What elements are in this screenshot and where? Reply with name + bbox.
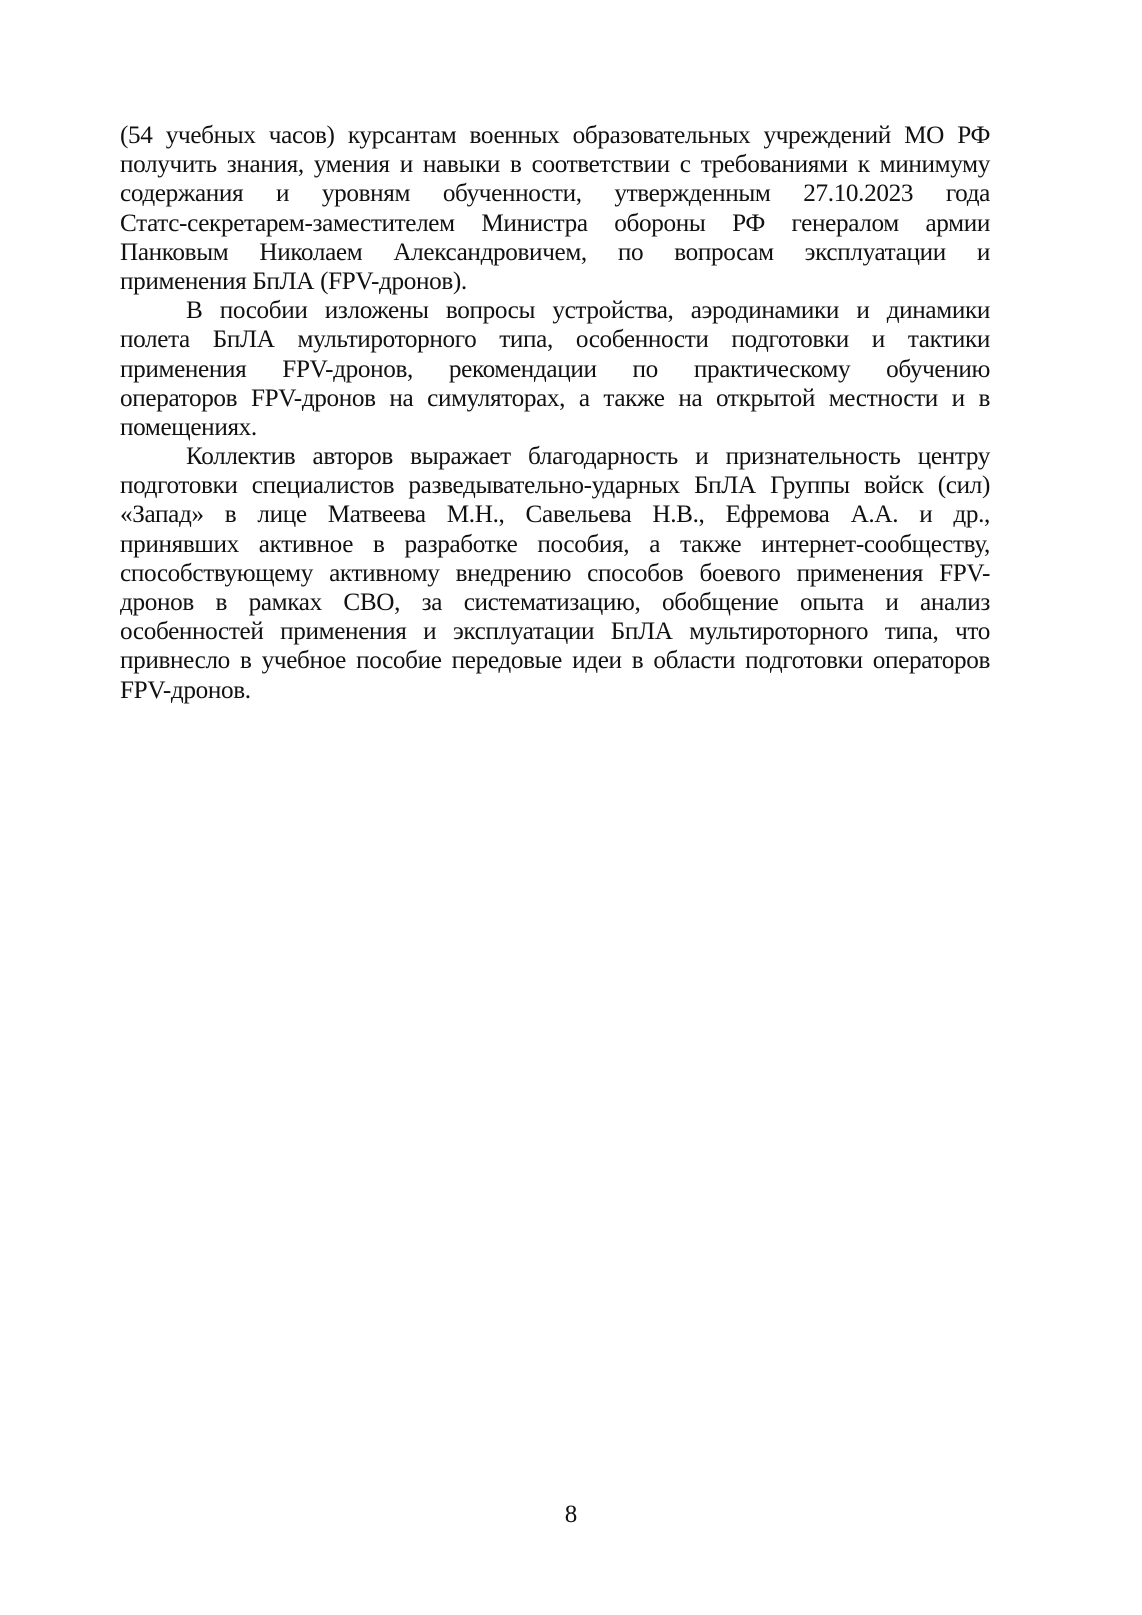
text-line: получить знания, умения и навыки в соответствии с требованиями к минимуму (120, 151, 990, 179)
text-line: содержания и уровням обученности, утвержденным 27.10.2023 года (120, 180, 990, 208)
text-line: Коллектив авторов выражает благодарность и признательность центру (186, 443, 990, 471)
text-line: полета БпЛА мультироторного типа, особенности подготовки и тактики (120, 326, 990, 354)
paragraph-acknowledgements (120, 442, 990, 705)
paragraph-contents-overview (120, 296, 990, 442)
body-text (120, 121, 990, 705)
text-line: принявших активное в разработке пособия, а также интернет-сообществу, (120, 530, 990, 558)
page-number: 8 (564, 1501, 578, 1528)
text-line: особенностей применения и эксплуатации БпЛА мультироторного типа, что (120, 618, 990, 646)
text-line: помещениях. (120, 413, 257, 441)
text-line: применения FPV-дронов, рекомендации по практическому обучению (120, 355, 990, 383)
text-line: применения БпЛА (FPV-дронов). (120, 267, 467, 295)
text-line: Панковым Николаем Александровичем, по вопросам эксплуатации и (120, 238, 990, 266)
text-line: Статс-секретарем-заместителем Министра обороны РФ генералом армии (120, 209, 990, 237)
text-line: привнесло в учебное пособие передовые идеи в области подготовки операторов (120, 647, 990, 675)
text-line: подготовки специалистов разведывательно-ударных БпЛА Группы войск (сил) (120, 472, 990, 500)
paragraph-intro-continuation (120, 121, 990, 296)
text-line: FPV-дронов. (120, 676, 251, 704)
text-line: операторов FPV-дронов на симуляторах, а также на открытой местности и в (120, 384, 990, 412)
text-line: «Запад» в лице Матвеева М.Н., Савельева Н.В., Ефремова А.А. и др., (120, 501, 990, 529)
text-line: дронов в рамках СВО, за систематизацию, обобщение опыта и анализ (120, 589, 990, 616)
text-line: (54 учебных часов) курсантам военных образовательных учреждений МО РФ (120, 122, 990, 149)
text-line: В пособии изложены вопросы устройства, аэродинамики и динамики (186, 297, 990, 325)
text-line: способствующему активному внедрению способов боевого применения FPV- (120, 559, 990, 587)
